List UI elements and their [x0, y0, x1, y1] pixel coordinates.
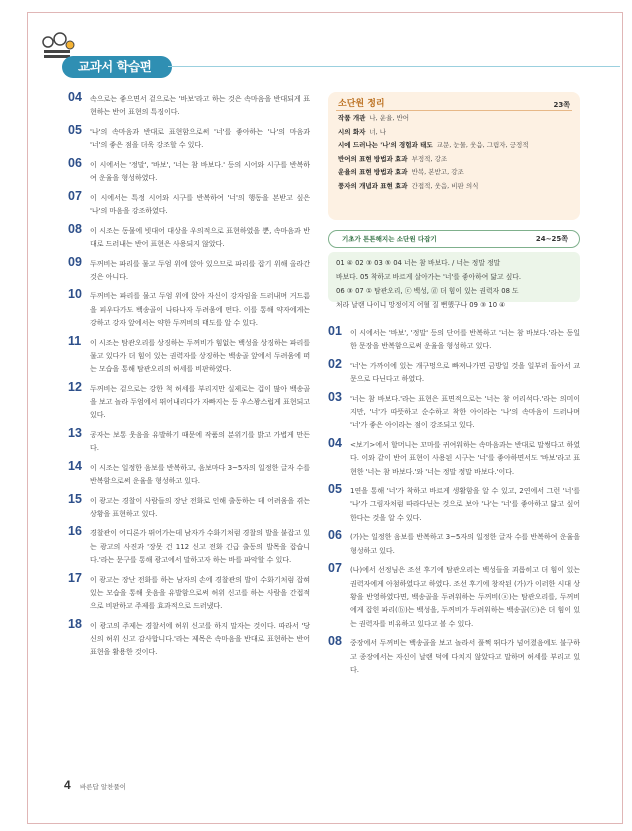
answer-text: 이 시조는 동물에 빗대어 대상을 우의적으로 표현하였을 뿐, 속마음과 반대로 드러내는 반어 표현은 사용되지 않았다.: [90, 225, 310, 248]
answer-number: 04: [328, 435, 342, 450]
answer-number: 04: [68, 90, 82, 104]
answer-text: 속으로는 좋으면서 겉으로는 '바보'라고 하는 것은 속마음을 반대되게 표현하는 반어 표현의 특징이다.: [90, 94, 310, 117]
answer-text: 1연을 통해 '너'가 착하고 바르게 생활함을 알 수 있고, 2연에서 그런 '너'를 '나'가 그림자처럼 따라다닌는 것으로 보아 '나'는 '너'를 좋아하고 닮고 싶어 한다는 것을 알 수 있다.: [350, 486, 580, 522]
answer-number: 10: [68, 287, 82, 302]
answer-item: [328, 435, 580, 478]
answer-number: 13: [68, 425, 82, 440]
answer-number: 06: [68, 155, 82, 170]
answer-number: 06: [328, 528, 342, 543]
answer-text: 이 광고의 주제는 경찰서에 허위 신고를 하지 말자는 것이다. 따라서 '당신의 허위 신고 감사합니다.'라는 제목은 속마음을 반대로 표현하는 반어 표현을 활용한 것이다.: [90, 620, 310, 657]
summary-row: [338, 180, 570, 194]
answer-item: [68, 188, 310, 217]
answer-number: 12: [68, 379, 82, 394]
answer-item: [68, 616, 310, 659]
summary-value: 너, 나: [369, 127, 387, 136]
answer-text: '너'는 가까이에 있는 개구멍으로 빠져나가면 금방일 것을 일부러 돌아서 교문으로 다닌다고 하였다.: [350, 360, 580, 384]
answer-number: 07: [328, 561, 342, 576]
summary-key: 반어의 표현 방법과 효과: [338, 154, 408, 163]
answer-item: [68, 92, 310, 118]
answer-number: 08: [328, 634, 342, 649]
answer-item: [68, 379, 310, 422]
answer-text: (나)에서 선정님은 조선 후기에 탐관오리는 백성들을 괴롭히고 더 힘이 있는 권력자에게 아첨하였다고 하였다. 조선 후기에 창작된 (가)가 이러한 시대 상황을 반영하였다면, 백송골을 두려워하는 두꺼비(ⓐ)는 탐관오리를, 두꺼비에게 잡힌 파리(ⓑ)는 백성을, 두꺼비가 두려워하는 백송골(ⓒ)은 더 힘이 있는 권력자를 비유하고 있다고 볼 수 있다.: [350, 565, 580, 628]
summary-key: 운율의 표현 방법과 효과: [338, 168, 408, 176]
answer-text: 공자는 보통 웃음을 유발하기 때문에 작품의 분위기를 밝고 가볍게 만든다.: [90, 429, 310, 452]
answer-item: [68, 333, 310, 376]
answer-item: [328, 326, 580, 353]
header-divider: [168, 66, 620, 67]
answer-text: 두꺼비는 겉으로는 강한 척 허세를 부리지만 실제로는 겁이 많아 백송골을 보고 놀라 두엄에서 뛰어내리다가 자빠지는 등 우스꽝스럽게 표현되고 있다.: [90, 383, 310, 420]
answer-item: [328, 389, 580, 432]
answer-item: [68, 122, 310, 151]
answer-number: 03: [328, 389, 342, 404]
answer-text: 이 시조는 탐관오리를 상징하는 두꺼비가 힘없는 백성을 상징하는 파리를 물고 있다가 더 힘이 있는 권력자를 상징하는 백송골 앞에서 두려움에 떠는 모습을 통해 탐관오리의 허세를 비판하였다.: [90, 337, 310, 373]
left-column: [68, 92, 310, 665]
answer-text: '나'의 속마음과 반대로 표현함으로써 '너'를 좋아하는 '나'의 마음과 '너'의 좋은 점을 더욱 강조할 수 있다.: [90, 126, 310, 150]
answer-number: 18: [68, 616, 82, 631]
answer-text: '너는 참 바보다.'라는 표현은 표면적으로는 '너는 참 어리석다.'라는 의미이지만, '너'가 따뜻하고 순수하고 착한 아이라는 '나'의 속마음이 드러나며 '너'가 좋은 아이라는 점이 강조되고 있다.: [350, 393, 580, 430]
summary-row: [338, 126, 570, 140]
answer-text: 이 시에서는 특정 시어와 시구를 반복하여 '너'의 행동을 본받고 싶은 '나'의 마음을 강조하였다.: [90, 192, 310, 215]
summary-value: 부정적, 강조: [411, 154, 448, 163]
answer-number: 14: [68, 458, 82, 473]
quiz-line: 바보다. 05 착하고 바르게 살아가는 '너'를 좋아하여 닮고 싶다.: [336, 273, 522, 281]
answer-item: [328, 530, 580, 557]
quiz-box-title: 기초가 튼튼해지는 소단원 다잡기: [342, 235, 437, 243]
summary-box: [328, 92, 580, 220]
answer-item: [328, 484, 580, 524]
answer-text: 두꺼비는 파리를 물고 두엄 위에 앉아 있으므로 파리를 잡기 위해 올라간 것은 아니다.: [90, 258, 310, 281]
answer-item: [68, 491, 310, 520]
answer-number: 09: [68, 254, 82, 269]
right-column: [328, 92, 580, 674]
answer-number: 11: [68, 333, 82, 348]
answer-text: 두꺼비는 파리를 물고 두엄 위에 앉아 자신이 강자임을 드러내며 거드름을 피우다가도 백송골이 나타나자 두려움에 떤다. 이를 통해 약자에게는 강하고 강자 앞에서는 약한 두꺼비의 태도를 알 수 있다.: [90, 291, 310, 327]
summary-value: 간접적, 웃음, 비판 의식: [411, 181, 479, 190]
answer-number: 07: [68, 188, 82, 203]
summary-value: 반복, 본받고, 강조: [411, 168, 464, 176]
answer-item: [328, 356, 580, 386]
quiz-line: 01 ④ 02 ③ 03 ⑤ 04 너는 참 바보다. / 너는 정말 정말: [336, 259, 501, 267]
quiz-line: 06 ③ 07 ① 탐관오리, ⓒ 백성, ⓓ 더 힘이 있는 권력자 08 도: [336, 287, 519, 295]
answer-number: 17: [68, 570, 82, 585]
section-badge: 교과서 학습편: [62, 56, 172, 78]
summary-key: 시에 드러나는 '나'의 경험과 태도: [338, 141, 433, 149]
right-answer-list: [328, 326, 580, 682]
answer-text: 이 시에서는 '정말', '바보', '너는 참 바보다.' 등의 시어와 시구를 반복하여 운율을 형성하였다.: [90, 159, 310, 183]
answer-item: [328, 563, 580, 630]
summary-row: [338, 153, 570, 167]
answer-text: 경찰관이 어디론가 뛰어가는데 남자가 수화기처럼 경찰의 발을 붙잡고 있는 광고의 사진과 '장못 건 112 신고 전화 긴급 출동의 발목을 잡습니다.'라는 문구를 통해 광고에서 말하고자 하는 바를 파악할 수 있다.: [90, 528, 310, 564]
answer-text: (가)는 일정한 음보를 반복하고 3~5자의 일정한 글자 수를 반복하여 운율을 형성하고 있다.: [350, 532, 580, 555]
answer-number: 08: [68, 221, 82, 236]
answer-item: [68, 425, 310, 454]
answer-text: 이 시에서는 '바보', '정말' 등의 단어를 반복하고 '너는 참 바보다.'라는 동일한 문장을 반복함으로써 운율을 형성하고 있다.: [350, 328, 580, 351]
quiz-box: [328, 230, 580, 309]
answer-item: [328, 636, 580, 676]
book-title: 바른답 알찬풀이: [80, 783, 127, 791]
answer-item: [68, 526, 310, 566]
summary-row: [338, 139, 570, 153]
summary-box-title: 소단원 정리: [338, 99, 385, 109]
answer-text: 중장에서 두꺼비는 백송골을 보고 놀라서 풀쩍 뛰다가 넘어졌음에도 불구하고 종장에서는 자신이 날랜 덕에 다치지 않았다고 말하며 허세를 부리고 있다.: [350, 638, 580, 674]
answer-item: [68, 155, 310, 184]
answer-text: 이 광고는 경찰이 사람들의 장난 전화로 인해 출동하는 데 어려움을 겪는 상황을 표현하고 있다.: [90, 495, 310, 518]
answer-item: [68, 254, 310, 283]
quiz-box-page: 24~25쪽: [535, 235, 568, 243]
summary-box-divider: [336, 110, 572, 111]
answer-text: <보기>에서 할머니는 꼬마를 귀여워하는 속마음과는 반대로 말썽다고 하였다. 이와 같이 반어 표현이 사용된 시구는 '너'를 좋아하면서도 '바보'라고 표현한 '너는 참 바보다.'와 '너는 정말 정말 바보다.'이다.: [350, 439, 580, 476]
answer-number: 05: [328, 482, 342, 497]
quiz-answers: [328, 252, 580, 309]
answer-item: [68, 458, 310, 487]
answer-item: [68, 570, 310, 613]
answer-item: [68, 221, 310, 250]
answer-number: 16: [68, 524, 82, 539]
summary-box-page: 23쪽: [553, 101, 570, 109]
answer-number: 01: [328, 324, 342, 338]
summary-value: 교문, 눈물, 웃음, 그림자, 긍정적: [436, 141, 529, 149]
answer-number: 05: [68, 122, 82, 137]
quiz-line: 처라 날랜 나이니 망정이지 어혈 질 뻔했구나 09 ③ 10 ④: [336, 301, 506, 309]
summary-row: [338, 166, 570, 180]
answer-text: 이 광고는 장난 전화를 하는 남자의 손에 경찰관의 발이 수화기처럼 잡혀 있는 모습을 통해 웃음을 유발함으로써 허위 신고를 하는 사람을 간접적으로 비판하고 주제를 효과적으로 드러냈다.: [90, 574, 310, 610]
summary-row: [338, 112, 570, 126]
answer-number: 15: [68, 491, 82, 506]
summary-key: 풍자의 개념과 표현 효과: [338, 181, 408, 190]
answer-item: [68, 289, 310, 329]
page-number: 4: [64, 778, 71, 792]
summary-value: 나, 운율, 반어: [369, 114, 410, 122]
answer-text: 이 시조는 일정한 음보를 반복하고, 음보마다 3~5자의 일정한 글자 수를 반복함으로써 운율을 형성하고 있다.: [90, 462, 310, 485]
answer-number: 02: [328, 356, 342, 371]
summary-key: 시의 화자: [338, 127, 366, 136]
summary-key: 작품 개관: [338, 114, 366, 122]
